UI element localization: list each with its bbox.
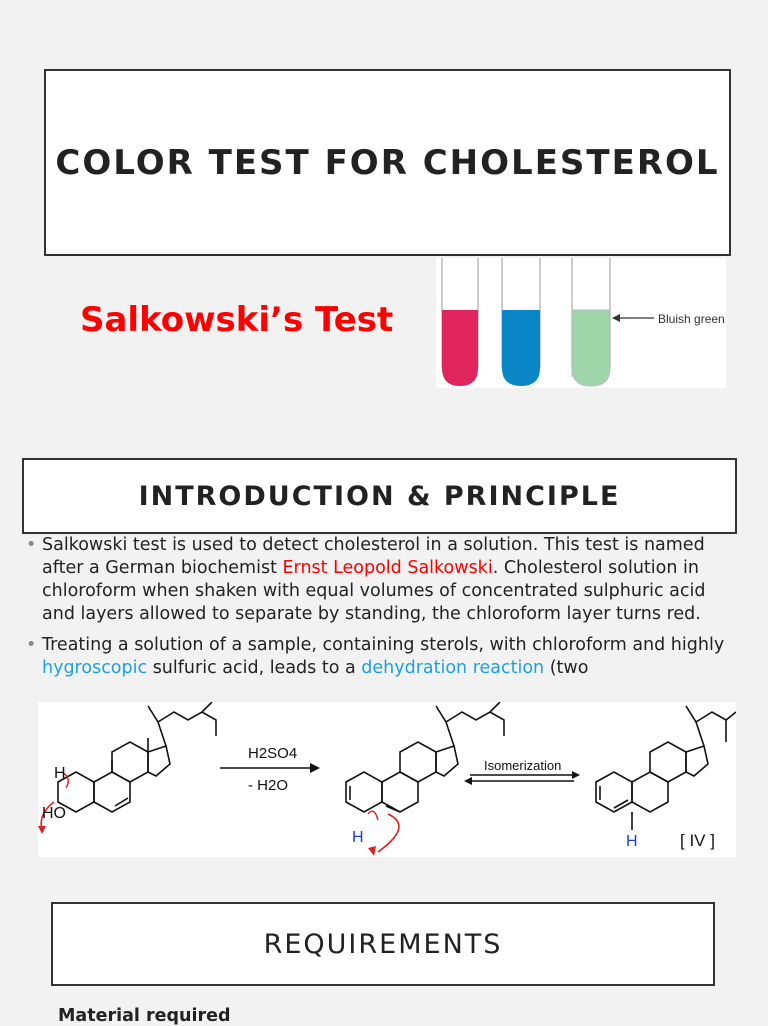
tube-green [572, 310, 610, 386]
hygroscopic-link[interactable]: hygroscopic [42, 658, 148, 678]
tube-blue [502, 310, 540, 386]
tube-red [442, 310, 478, 386]
reaction-scheme-image [38, 702, 736, 857]
requirements-heading-box [51, 902, 715, 986]
cholesterol-structure [58, 702, 216, 812]
list-item: • Salkowski test is used to detect cholesterol in a solution. This test is named after a German biochemist Ernst Leopold Salkowski. Cholesterol solution in chloroform when shaken with equal volumes of concentrated sulphuric acid and layers allowed to separate by standing, the chloroform layer turns red. [26, 535, 706, 624]
h-label-2: H [352, 829, 364, 846]
page-title: COLOR TEST FOR CHOLESTEROL [55, 142, 720, 183]
byproduct-label: - H2O [248, 777, 289, 794]
list-item: • Treating a solution of a sample, containing sterols, with chloroform and highly hygroscopic sulfuric acid, leads to a dehydration reaction (two [26, 635, 725, 678]
title-box [44, 69, 731, 256]
bluish-green-label: Bluish green [658, 312, 725, 326]
product-label: [ IV ] [680, 831, 715, 850]
bullet-dot-icon: • [26, 635, 37, 655]
h-label: H [54, 765, 66, 782]
subtitle: Salkowski’s Test [80, 300, 394, 340]
isomerization-label: Isomerization [484, 758, 562, 773]
h-label-3: H [626, 833, 638, 850]
intro-heading: INTRODUCTION & PRINCIPLE [138, 480, 621, 512]
dehydrated-structure [346, 702, 504, 812]
dehydration-reaction-link[interactable]: dehydration reaction [361, 658, 545, 678]
ho-label: HO [42, 805, 66, 822]
principle-list [26, 534, 738, 688]
salkowski-link[interactable]: Ernst Leopold Salkowski [282, 558, 493, 578]
intro-heading-box [22, 458, 737, 534]
material-heading: Material required [58, 1006, 231, 1026]
test-tubes-image [436, 258, 726, 388]
isomerized-structure [596, 706, 736, 830]
reagent-label: H2SO4 [248, 745, 298, 762]
requirements-heading: REQUIREMENTS [263, 928, 503, 960]
bullet-dot-icon: • [26, 535, 37, 555]
